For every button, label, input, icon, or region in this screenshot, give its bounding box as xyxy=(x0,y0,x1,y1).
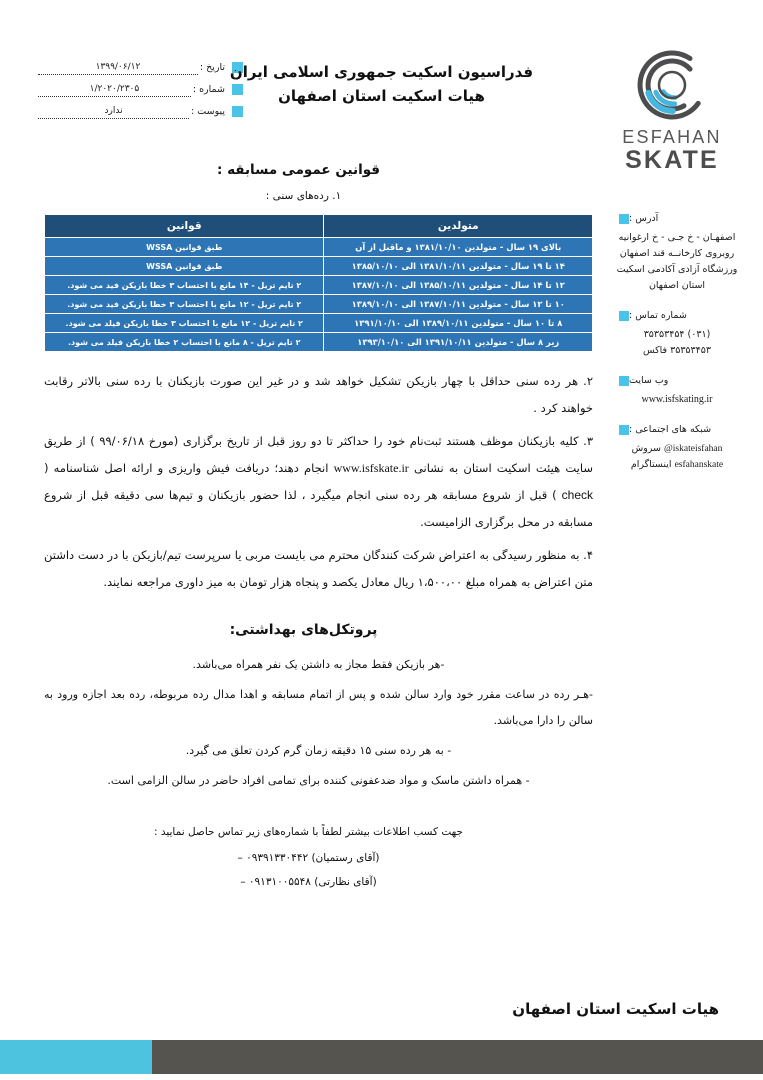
subsection-age-groups: ۱. رده‌های سنی : xyxy=(265,190,342,202)
rule-paragraph-3-part-b: انجام دهند؛ دریافت فیش واریزی و ارائه اصل شناسنامه ( xyxy=(44,461,334,475)
sidebar-heading-website xyxy=(601,372,753,389)
cell-rule: ۲ تایم تریل - ۸ مانع با احتساب ۲ خطا بازیکن فیلد می شود. xyxy=(45,333,324,352)
protocol-item: -هـر رده در ساعت مقرر خود وارد سالن شده و پس از اتمام مسابقه و اهدا مدال رده مربوطه، رده بعد اجازه ورود به سالن را دارا می‌باشد. xyxy=(44,688,593,727)
footer-bar-dark-segment xyxy=(152,1040,763,1074)
sidebar-heading-phone-label: شماره تماس : xyxy=(629,310,687,321)
rule-paragraph-3-part-c: ) قبل از شروع مسابقه هر رده سنی انجام میگیرد ، لذا حضور بازیکنان و تیم‌ها سی دقیقه قبل از شروع مسابقه در محل برگزاری الزامیست. xyxy=(44,488,593,529)
contact-number-1: ۰۹۳۹۱۳۳۰۴۴۲ xyxy=(246,852,309,864)
protocol-item: - همراه داشتن ماسک و مواد ضدعفونی کننده برای تمامی افراد حاضر در سالن الزامی است. xyxy=(107,774,530,787)
table-header-row xyxy=(45,215,593,238)
cell-born: ۸ تا ۱۰ سال - متولدین ۱۳۸۹/۱۰/۱۱ الی ۱۳۹۱/۱۰/۱۰ xyxy=(324,314,593,333)
meta-label-date: تاریخ : xyxy=(199,62,225,73)
section-title-general-rules: قوانین عمومی مسابقه : xyxy=(216,162,381,178)
cell-rule: طبق قوانین WSSA xyxy=(45,257,324,276)
contact-name-2: (آقای نظارتی) xyxy=(314,876,377,888)
rule-paragraph-3-part-a: ۳. کلیه بازیکنان موظف هستند ثبت‌نام خود را حداکثر تا دو روز قبل از تاریخ برگزاری (مورخ ۹۹/۰۶/۱۸ ) از طریق سایت هیئت اسکیت استان به نشانی xyxy=(44,434,593,475)
fax-line: ۳۵۳۵۳۴۵۳ فاکس xyxy=(643,345,711,356)
table-row xyxy=(45,276,593,295)
cell-rule: طبق قوانین WSSA xyxy=(45,238,324,257)
meta-value-attachment: ندارد xyxy=(38,105,189,119)
check-keyword: check xyxy=(561,488,593,502)
registration-url[interactable]: www.isfskate.ir xyxy=(333,461,409,475)
sidebar-heading-website-label: وب سایت xyxy=(629,375,669,386)
cell-born: ۱۰ تا ۱۲ سال - متولدین ۱۳۸۷/۱۰/۱۱ الی ۱۳۸۹/۱۰/۱۰ xyxy=(324,295,593,314)
meta-value-number: ۱/۲۰۲۰/۲۳۰۵ xyxy=(38,83,191,97)
contact-name-1: (آقای رستمیان) xyxy=(311,852,380,864)
contact-entry-2 xyxy=(44,870,593,894)
table-row xyxy=(45,257,593,276)
square-marker-icon xyxy=(619,425,629,435)
sidebar-group-address xyxy=(601,210,753,294)
skate-swirl-icon xyxy=(635,48,709,122)
social-row-instagram xyxy=(601,457,753,473)
cell-born: ۱۴ تا ۱۹ سال - متولدین ۱۳۸۱/۱۰/۱۱ الی ۱۳۸۵/۱۰/۱۰ xyxy=(324,257,593,276)
contact-sidebar xyxy=(601,210,753,486)
sidebar-heading-social-label: شبکه های اجتماعی : xyxy=(629,424,712,435)
table-row xyxy=(45,333,593,352)
cell-born: ۱۲ تا ۱۴ سال - متولدین ۱۳۸۵/۱۰/۱۱ الی ۱۳۸۷/۱۰/۱۰ xyxy=(324,276,593,295)
social-handle-soroush[interactable]: @iskateisfahan xyxy=(664,444,723,454)
column-header-rules: قوانین xyxy=(45,215,324,238)
cell-rule: ۲ تایم تریل - ۱۲ مانع با احتساب ۳ خطا بازیکن فید می شود. xyxy=(45,295,324,314)
meta-label-number: شماره : xyxy=(192,84,225,95)
social-label-soroush: سروش xyxy=(631,443,661,454)
column-header-born: متولدین xyxy=(324,215,593,238)
sidebar-heading-address-label: آدرس : xyxy=(629,213,659,224)
address-line: اصفهـان - خ جـی - خ ارغوانیه xyxy=(618,232,736,243)
social-label-instagram: اینستاگرام xyxy=(630,459,672,470)
website-url[interactable]: www.isfskating.ir xyxy=(641,394,713,405)
protocol-item: - به هر رده سنی ۱۵ دقیقه زمان گرم کردن تعلق می گیرد. xyxy=(185,744,452,757)
protocol-item: -هر بازیکن فقط مجاز به داشتن یک نفر همراه می‌باشد. xyxy=(192,658,445,671)
org-title-line-2: هیات اسکیت استان اصفهان xyxy=(278,87,485,105)
footer-bar-cyan-segment xyxy=(0,1040,152,1074)
table-row xyxy=(45,238,593,257)
signature-block: هیات اسکیت استان اصفهان xyxy=(512,1000,719,1018)
health-protocols-title: پروتکل‌های بهداشتی: xyxy=(229,622,378,638)
letter-body xyxy=(44,162,593,894)
square-marker-icon xyxy=(619,311,629,321)
sidebar-group-phone xyxy=(601,307,753,359)
social-handle-instagram[interactable]: esfahanskate xyxy=(674,460,724,470)
phone-line: (۰۳۱) ۳۵۳۵۳۴۵۴ xyxy=(643,329,711,340)
rule-paragraph-3 xyxy=(44,428,593,536)
sidebar-heading-phone xyxy=(601,307,753,324)
square-marker-icon xyxy=(619,214,629,224)
meta-value-date: ۱۳۹۹/۰۶/۱۲ xyxy=(38,61,198,75)
logo-wordmark-skate: SKATE xyxy=(625,146,719,174)
age-categories-table xyxy=(44,214,593,352)
sidebar-heading-social xyxy=(601,421,753,438)
contact-number-2: ۰۹۱۳۱۰۰۵۵۴۸ xyxy=(248,876,311,888)
org-title-line-1: فدراسیون اسکیت جمهوری اسلامی ایران xyxy=(229,63,534,81)
rule-paragraph-2: ۲. هر رده سنی حداقل با چهار بازیکن تشکیل خواهد شد و در غیر این صورت بازیکنان با رده سنی بالاتر رقابت خواهند کرد . xyxy=(44,374,593,415)
footer-bar xyxy=(0,1040,763,1074)
sidebar-group-website xyxy=(601,372,753,408)
address-line: استان اصفهان xyxy=(648,280,706,291)
contact-dash-2: – xyxy=(240,876,246,888)
cell-rule: ۲ تایم تریل - ۱۴ مانع با احتساب ۳ خطا بازیکن فید می شود. xyxy=(45,276,324,295)
sidebar-heading-address xyxy=(601,210,753,227)
contact-dash-1: – xyxy=(237,852,243,864)
social-row-soroush xyxy=(601,441,753,457)
contact-entry-1 xyxy=(44,846,593,870)
address-line: روبروی کارخانــه قند اصفهان xyxy=(619,248,735,259)
table-row xyxy=(45,314,593,333)
esfahan-skate-logo xyxy=(617,48,727,174)
rule-paragraph-4: ۴. به منظور رسیدگی به اعتراض شرکت کنندگان محترم می بایست مربی یا سرپرست تیم/بازیکن با در دست داشتن متن اعتراض به همراه مبلغ ۱،۵۰۰،۰۰ ریال معادل یکصد و پنجاه هزار تومان به میز داوری مراجعه نمایند. xyxy=(44,548,593,589)
cell-born: بالای ۱۹ سال - متولدین ۱۳۸۱/۱۰/۱۰ و ماقبل از آن xyxy=(324,238,593,257)
square-marker-icon xyxy=(619,376,629,386)
cell-born: زیر ۸ سال - متولدین ۱۳۹۱/۱۰/۱۱ الی ۱۳۹۳/۱۰/۱۰ xyxy=(324,333,593,352)
sidebar-group-social xyxy=(601,421,753,473)
table-row xyxy=(45,295,593,314)
meta-label-attachment: پیوست : xyxy=(191,106,225,117)
logo-wordmark-esfahan: ESFAHAN xyxy=(622,127,722,147)
cell-rule: ۲ تایم تریل - ۱۲ مانع با احتساب ۳ خطا بازیکن فیلد می شود. xyxy=(45,314,324,333)
address-line: ورزشگاه آزادی آکادمی اسکیت xyxy=(616,264,738,275)
contact-instruction: جهت کسب اطلاعات بیشتر لطفاً با شماره‌های زیر تماس حاصل نمایید : xyxy=(153,826,464,838)
